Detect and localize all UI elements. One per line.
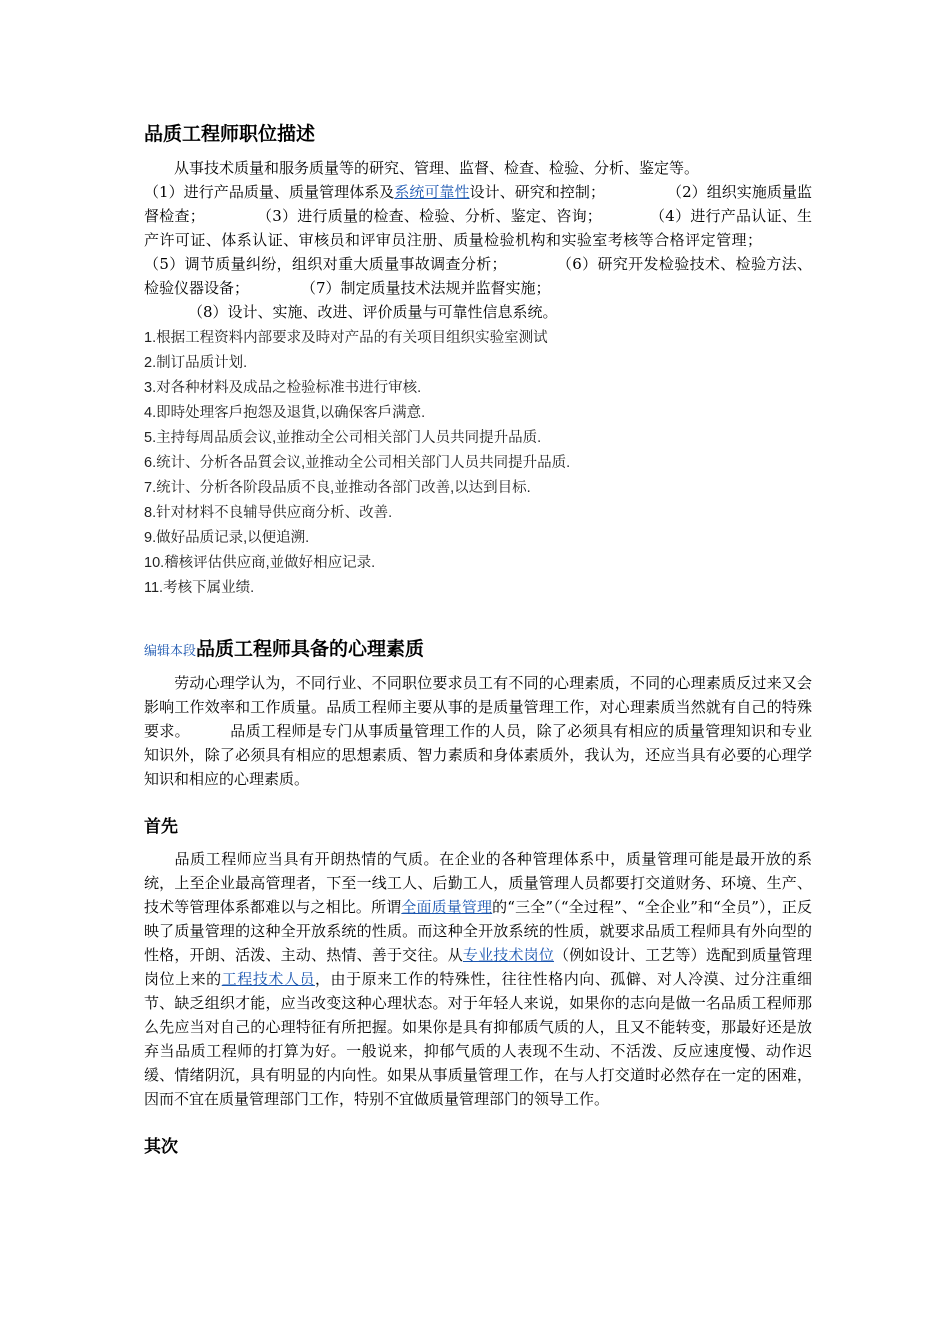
section-title: 品质工程师具备的心理素质 bbox=[196, 638, 425, 660]
intro-text-1: 从事技术质量和服务质量等的研究、管理、监督、检查、检验、分析、鉴定等。 bbox=[174, 159, 700, 177]
list-item: 8.针对材料不良辅导供应商分析、改善. bbox=[144, 505, 393, 521]
intro-paragraph bbox=[144, 156, 812, 324]
intro-item-2: （2）组织实施质量监督检查； bbox=[144, 183, 812, 225]
list-item: 1.根据工程资料内部要求及時对产品的有关项目组织实验室测试 bbox=[144, 330, 548, 346]
psychology-paragraph bbox=[144, 671, 812, 791]
document-page bbox=[144, 120, 812, 1161]
first-text-1: 品质工程师应当具有开朗热情的气质。在企业的各种管理体系中，质量管理可能是最开放的系统，上至企业最高管理者，下至一线工人、后勤工人，质量管理人员都要打交道财务、环境、生产、技术等管理体系都难以与之相比。所谓 bbox=[144, 850, 812, 916]
list-item: 4.即時处理客戶抱怨及退貨,以确保客戶满意. bbox=[144, 405, 426, 421]
engineering-staff-link[interactable]: 工程技术人员 bbox=[221, 970, 316, 988]
intro-item-4: （4）进行产品认证、生产许可证、体系认证、审核员和评审员注册、质量检验机构和实验室考核等合格评定管理； bbox=[144, 207, 813, 249]
subheading-first: 首先 bbox=[144, 817, 178, 837]
list-item: 2.制订品质计划. bbox=[144, 355, 248, 371]
first-text-3: （例如设计、工艺等）选配到质量管理岗位上来的 bbox=[144, 946, 812, 988]
edit-section-link[interactable]: 编辑本段 bbox=[144, 644, 197, 659]
professional-post-link[interactable]: 专业技术岗位 bbox=[462, 946, 555, 964]
psychology-text: 劳动心理学认为，不同行业、不同职位要求员工有不同的心理素质，不同的心理素质反过来又会影响工作效率和工作质量。品质工程师主要从事的是质量管理工作，对心理素质当然就有自己的特殊要求。 bbox=[144, 674, 812, 740]
tqm-link[interactable]: 全面质量管理 bbox=[401, 898, 493, 916]
first-text-2: 的“三全”（“全过程”、“全企业”和“全员”），正反映了质量管理的这种全开放系统的性质。而这种全开放系统的性质，就要求品质工程师具有外向型的性格，开朗、活泼、主动、热情、善于交往。从 bbox=[144, 898, 812, 964]
list-item: 3.对各种材料及成品之检验标准书进行审核. bbox=[144, 380, 422, 396]
first-text-4: ，由于原来工作的特殊性，往往性格内向、孤僻、对人冷漠、过分注重细节、缺乏组织才能，应当改变这种心理状态。对于年轻人来说，如果你的志向是做一名品质工程师那么先应当对自己的心理特征有所把握。如果你是具有抑郁质气质的人，且又不能转变，那最好还是放弃当品质工程师的打算为好。一般说来，抑郁气质的人表现不生动、不活泼、反应速度慢、动作迟缓、情绪阴沉，具有明显的内向性。如果从事质量管理工作，在与人打交道时必然存在一定的困难，因而不宜在质量管理部门工作，特别不宜做质量管理部门的领导工作。 bbox=[144, 970, 812, 1108]
page-title: 品质工程师职位描述 bbox=[144, 123, 316, 145]
intro-item-5: （5）调节质量纠纷，组织对重大质量事故调查分析； bbox=[144, 255, 507, 273]
system-reliability-link[interactable]: 系统可靠性 bbox=[394, 183, 470, 201]
intro-item-1b: 设计、研究和控制； bbox=[469, 183, 605, 201]
psychology-text-b: 品质工程师是专门从事质量管理工作的人员，除了必须具有相应的质量管理知识和专业知识外，除了必须具有相应的思想素质、智力素质和身体素质外，我认为，还应当具有必要的心理学知识和相应的心理素质。 bbox=[144, 722, 812, 788]
intro-item-3: （3）进行质量的检查、检验、分析、鉴定、咨询； bbox=[256, 207, 602, 225]
list-item: 11.考核下属业绩. bbox=[144, 580, 255, 596]
list-item: 7.统计、分析各阶段品质不良,並推动各部门改善,以达到目标. bbox=[144, 480, 531, 496]
list-item: 10.稽核评估供应商,並做好相应记录. bbox=[144, 555, 376, 571]
first-paragraph bbox=[144, 847, 812, 1111]
duties-list bbox=[144, 326, 812, 601]
intro-item-6: （6）研究开发检验技术、检验方法、检验仪器设备； bbox=[144, 255, 813, 297]
list-item: 6.统计、分析各品質会议,並推动全公司相关部门人员共同提升品质. bbox=[144, 455, 571, 471]
list-item: 5.主持每周品质会议,並推动全公司相关部门人员共同提升品质. bbox=[144, 430, 542, 446]
subheading-second: 其次 bbox=[144, 1137, 178, 1157]
section-heading-row bbox=[144, 635, 812, 663]
intro-item-8: （8）设计、实施、改进、评价质量与可靠性信息系统。 bbox=[188, 303, 558, 321]
intro-item-1a: （1）进行产品质量、质量管理体系及 bbox=[144, 183, 395, 201]
list-item: 9.做好品质记录,以便追溯. bbox=[144, 530, 310, 546]
intro-item-7: （7）制定质量技术法规并监督实施； bbox=[301, 279, 551, 297]
